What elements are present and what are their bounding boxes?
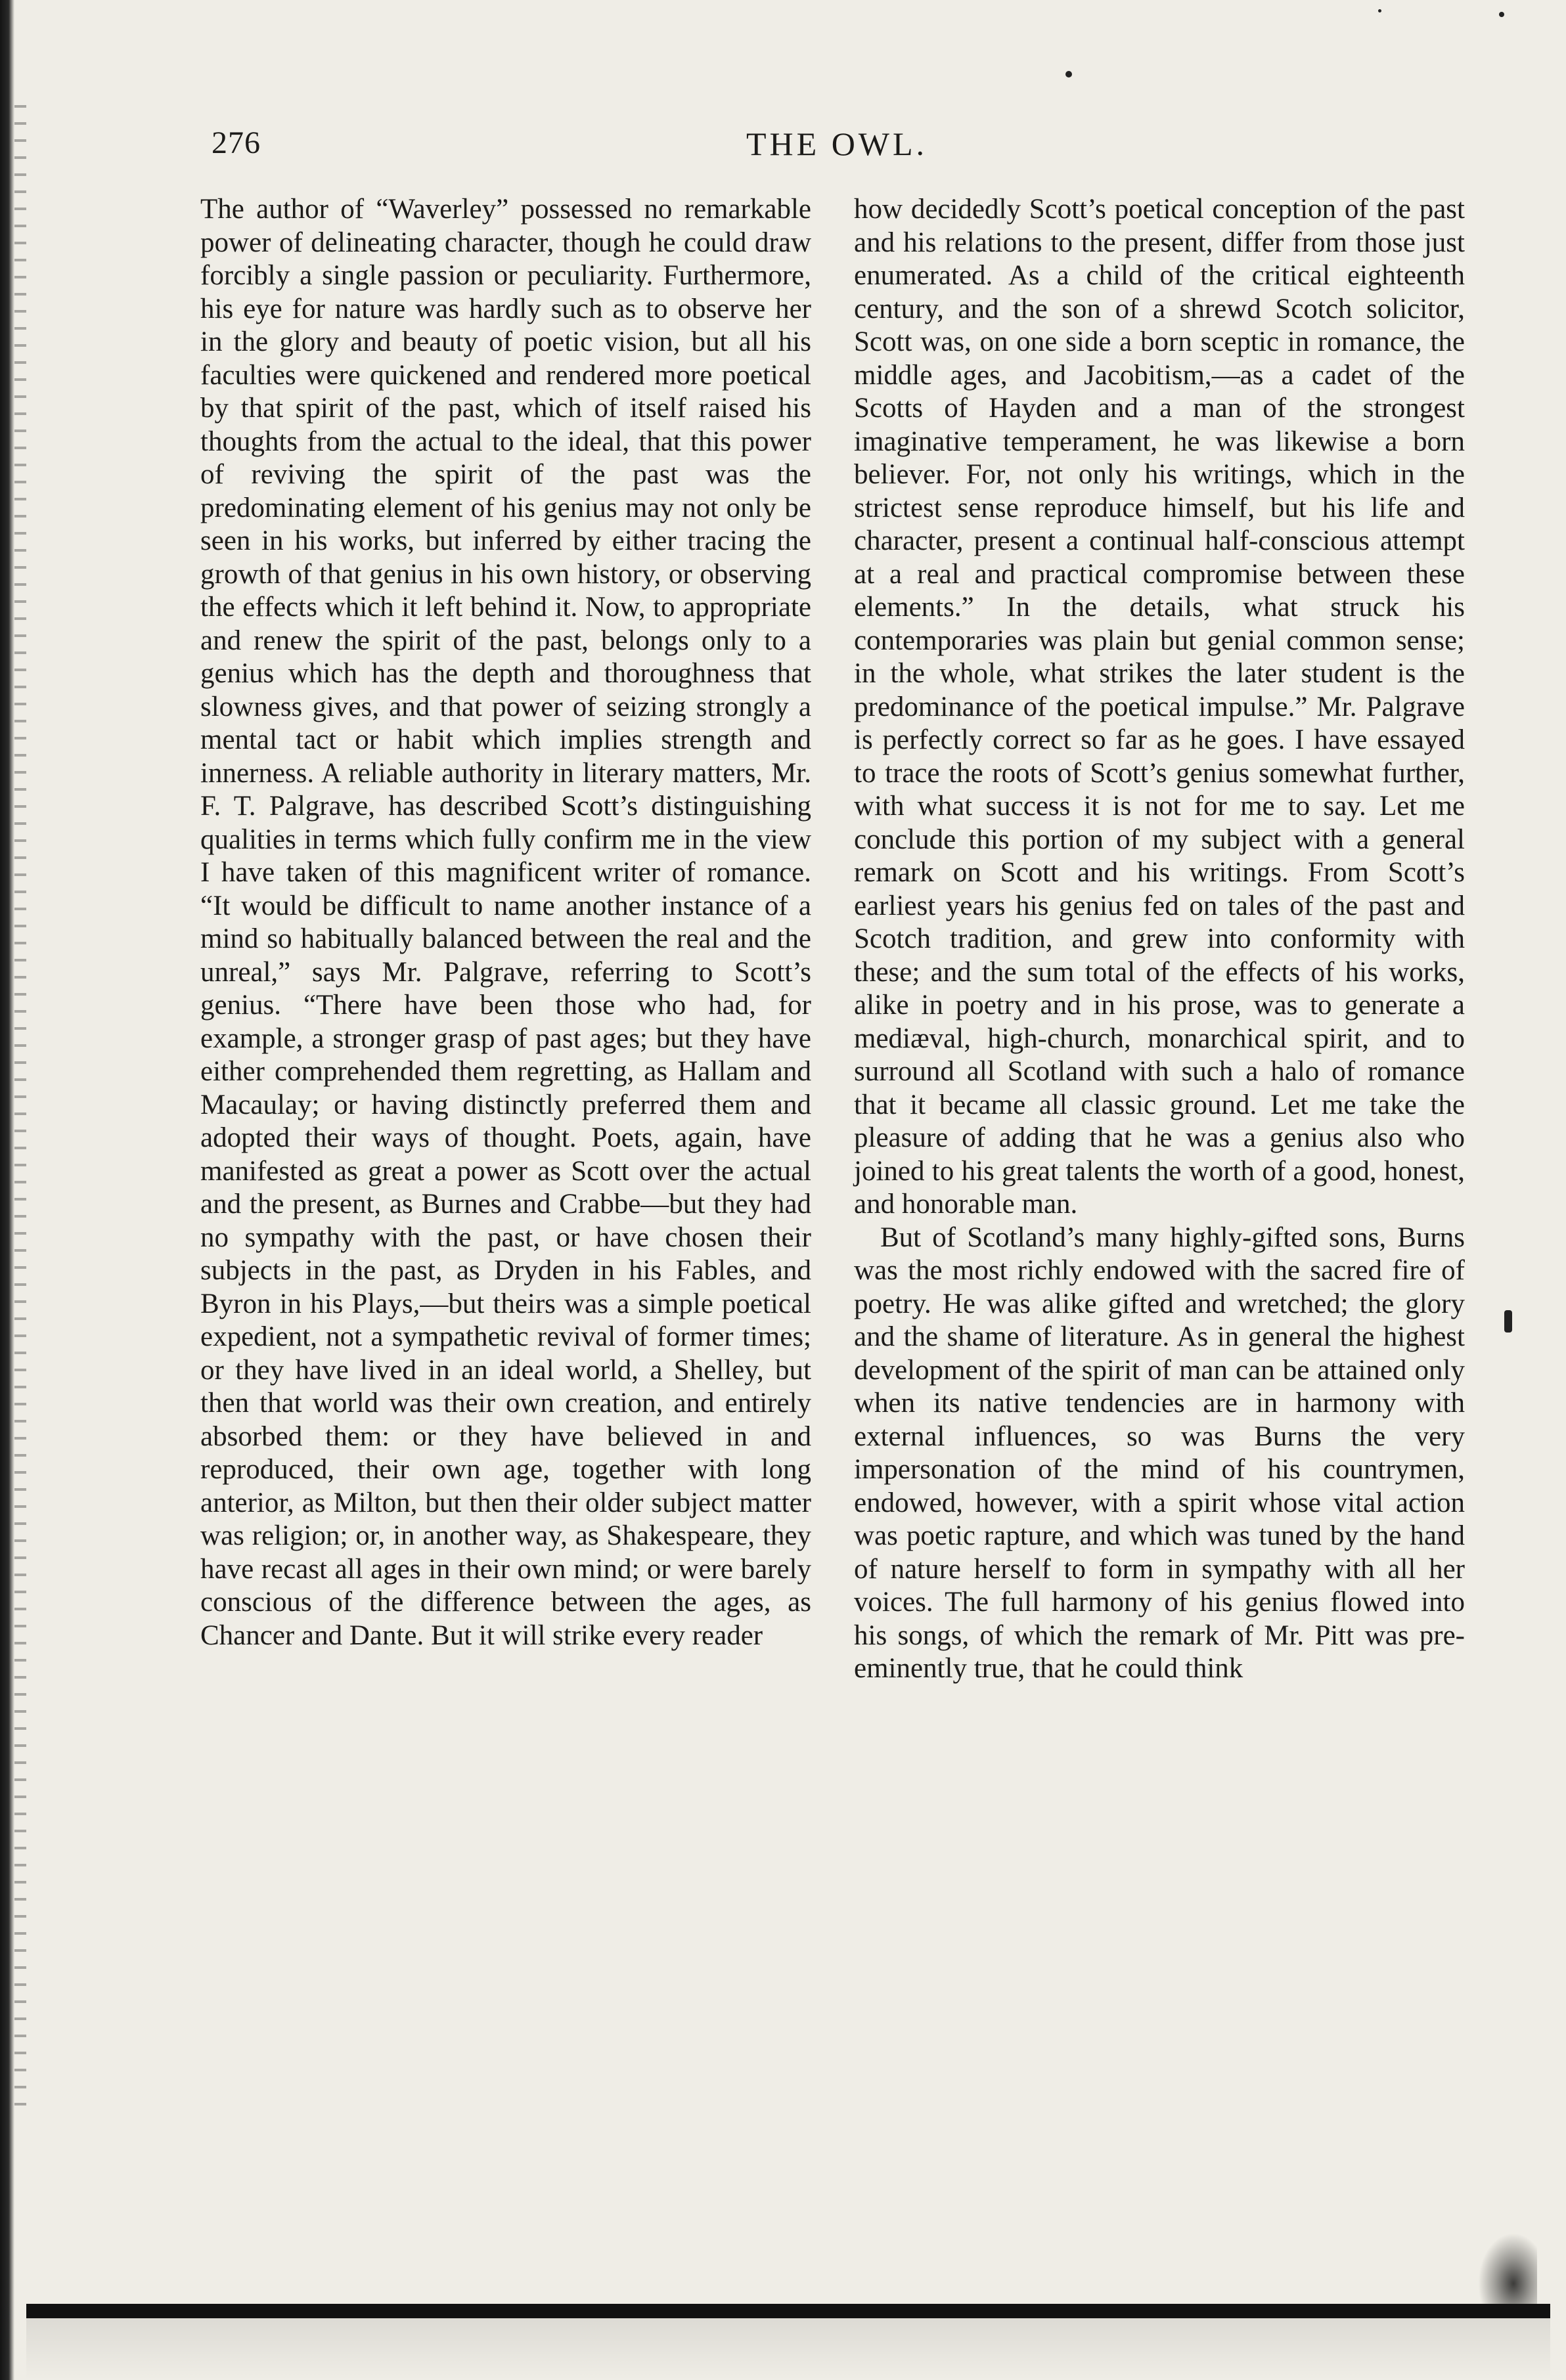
body-paragraph: But of Scotland’s many highly-gifted sons, Burns was the most richly endowed with the sacred fire of poetry. He was alike gifted and wretched; the glory and the shame of literature. As in general the highest development of the spirit of man can be attained only when its native tendencies are in harmony with external influences, so was Burns the very impersonation of the mind of his countrymen, endowed, however, with a spirit whose vital action was poetic rapture, and which was tuned by the hand of nature herself to form in sympathy with all her voices. The full harmony of his genius flowed into his songs, of which the remark of Mr. Pitt was pre-eminently true, that he could think [854, 1222, 1465, 1684]
scan-speck [1065, 71, 1072, 77]
body-paragraph: how decidedly Scott’s poetical conception of the past and his relations to the present, differ from those just enumerated. As a child of the critical eighteenth century, and the son of a shrewd Scotch solicitor, Scott was, on one side a born sceptic in romance, the middle ages, and Jacobitism,—as a cadet of the Scotts of Hayden and a man of the strongest imaginative temperament, he was likewise a born believer. For, not only his writings, which in the strictest sense reproduce himself, but his life and character, present a continual half-conscious attempt at a real and practical compromise between these elements.” In the details, what struck his contemporaries was plain but genial common sense; in the whole, what strikes the later student is the predominance of the poetical impulse.” Mr. Palgrave is perfectly correct so far as he goes. I have essayed to trace the roots of Scott’s genius somewhat further, with what success it is not for me to say. Let me conclude this portion of my subject with a general remark on Scott and his writings. From Scott’s earliest years his genius fed on tales of the past and Scotch tradition, and grew into conformity with these; and the sum total of the effects of his works, alike in poetry and in his prose, was to generate a mediæval, high-church, monarchical spirit, and to surround all Scotland with such a halo of romance that it became all classic ground. Let me take the pleasure of adding that he was a genius also who joined to his great talents the worth of a good, honest, and honorable man. [854, 194, 1465, 1220]
running-head-title: THE OWL. [746, 125, 928, 162]
scan-binding-edge [0, 0, 14, 2380]
page-number: 276 [212, 125, 261, 160]
scan-edge-specks [14, 105, 26, 2108]
right-text-column [854, 193, 1465, 2176]
scan-speck [1378, 9, 1381, 12]
scan-speck [1499, 12, 1504, 17]
scan-bottom-shadow [26, 2318, 1550, 2380]
scan-bottom-border [26, 2304, 1550, 2318]
left-text-column [200, 193, 811, 2176]
scan-speck [1504, 1310, 1512, 1333]
scan-corner-blot [1478, 2233, 1537, 2305]
body-paragraph: The author of “Waverley” possessed no remarkable power of delineating character, though he could draw forcibly a single passion or peculiarity. Furthermore, his eye for nature was hardly such as to observe her in the glory and beauty of poetic vision, but all his faculties were quickened and rendered more poetical by that spirit of the past, which of itself raised his thoughts from the actual to the ideal, that this power of reviving the spirit of the past was the predominating element of his genius may not only be seen in his works, but inferred by either tracing the growth of that genius in his own history, or observing the effects which it left behind it. Now, to appropriate and renew the spirit of the past, belongs only to a genius which has the depth and thoroughness that slowness gives, and that power of seizing strongly a mental tact or habit which implies strength and innerness. A reliable authority in literary matters, Mr. F. T. Palgrave, has described Scott’s distinguishing qualities in terms which fully confirm me in the view I have taken of this magnificent writer of romance. “It would be difficult to name another instance of a mind so habitually balanced between the real and the unreal,” says Mr. Palgrave, referring to Scott’s genius. “There have been those who had, for example, a stronger grasp of past ages; but they have either comprehended them regretting, as Hallam and Macaulay; or having distinctly preferred them and adopted their ways of thought. Poets, again, have manifested as great a power as Scott over the actual and the present, as Burnes and Crabbe—but they had no sympathy with the past, or have chosen their subjects in the past, as Dryden in his Fables, and Byron in his Plays,—but theirs was a simple poetical expedient, not a sympathetic revival of former times; or they have lived in an ideal world, a Shelley, but then that world was their own creation, and entirely absorbed them: or they have believed in and reproduced, their own age, together with long anterior, as Milton, but then their older subject matter was religion; or, in another way, as Shakespeare, they have recast all ages in their own mind; or were barely conscious of the difference between the ages, as Chancer and Dante. But it will strike every reader [200, 194, 811, 1651]
